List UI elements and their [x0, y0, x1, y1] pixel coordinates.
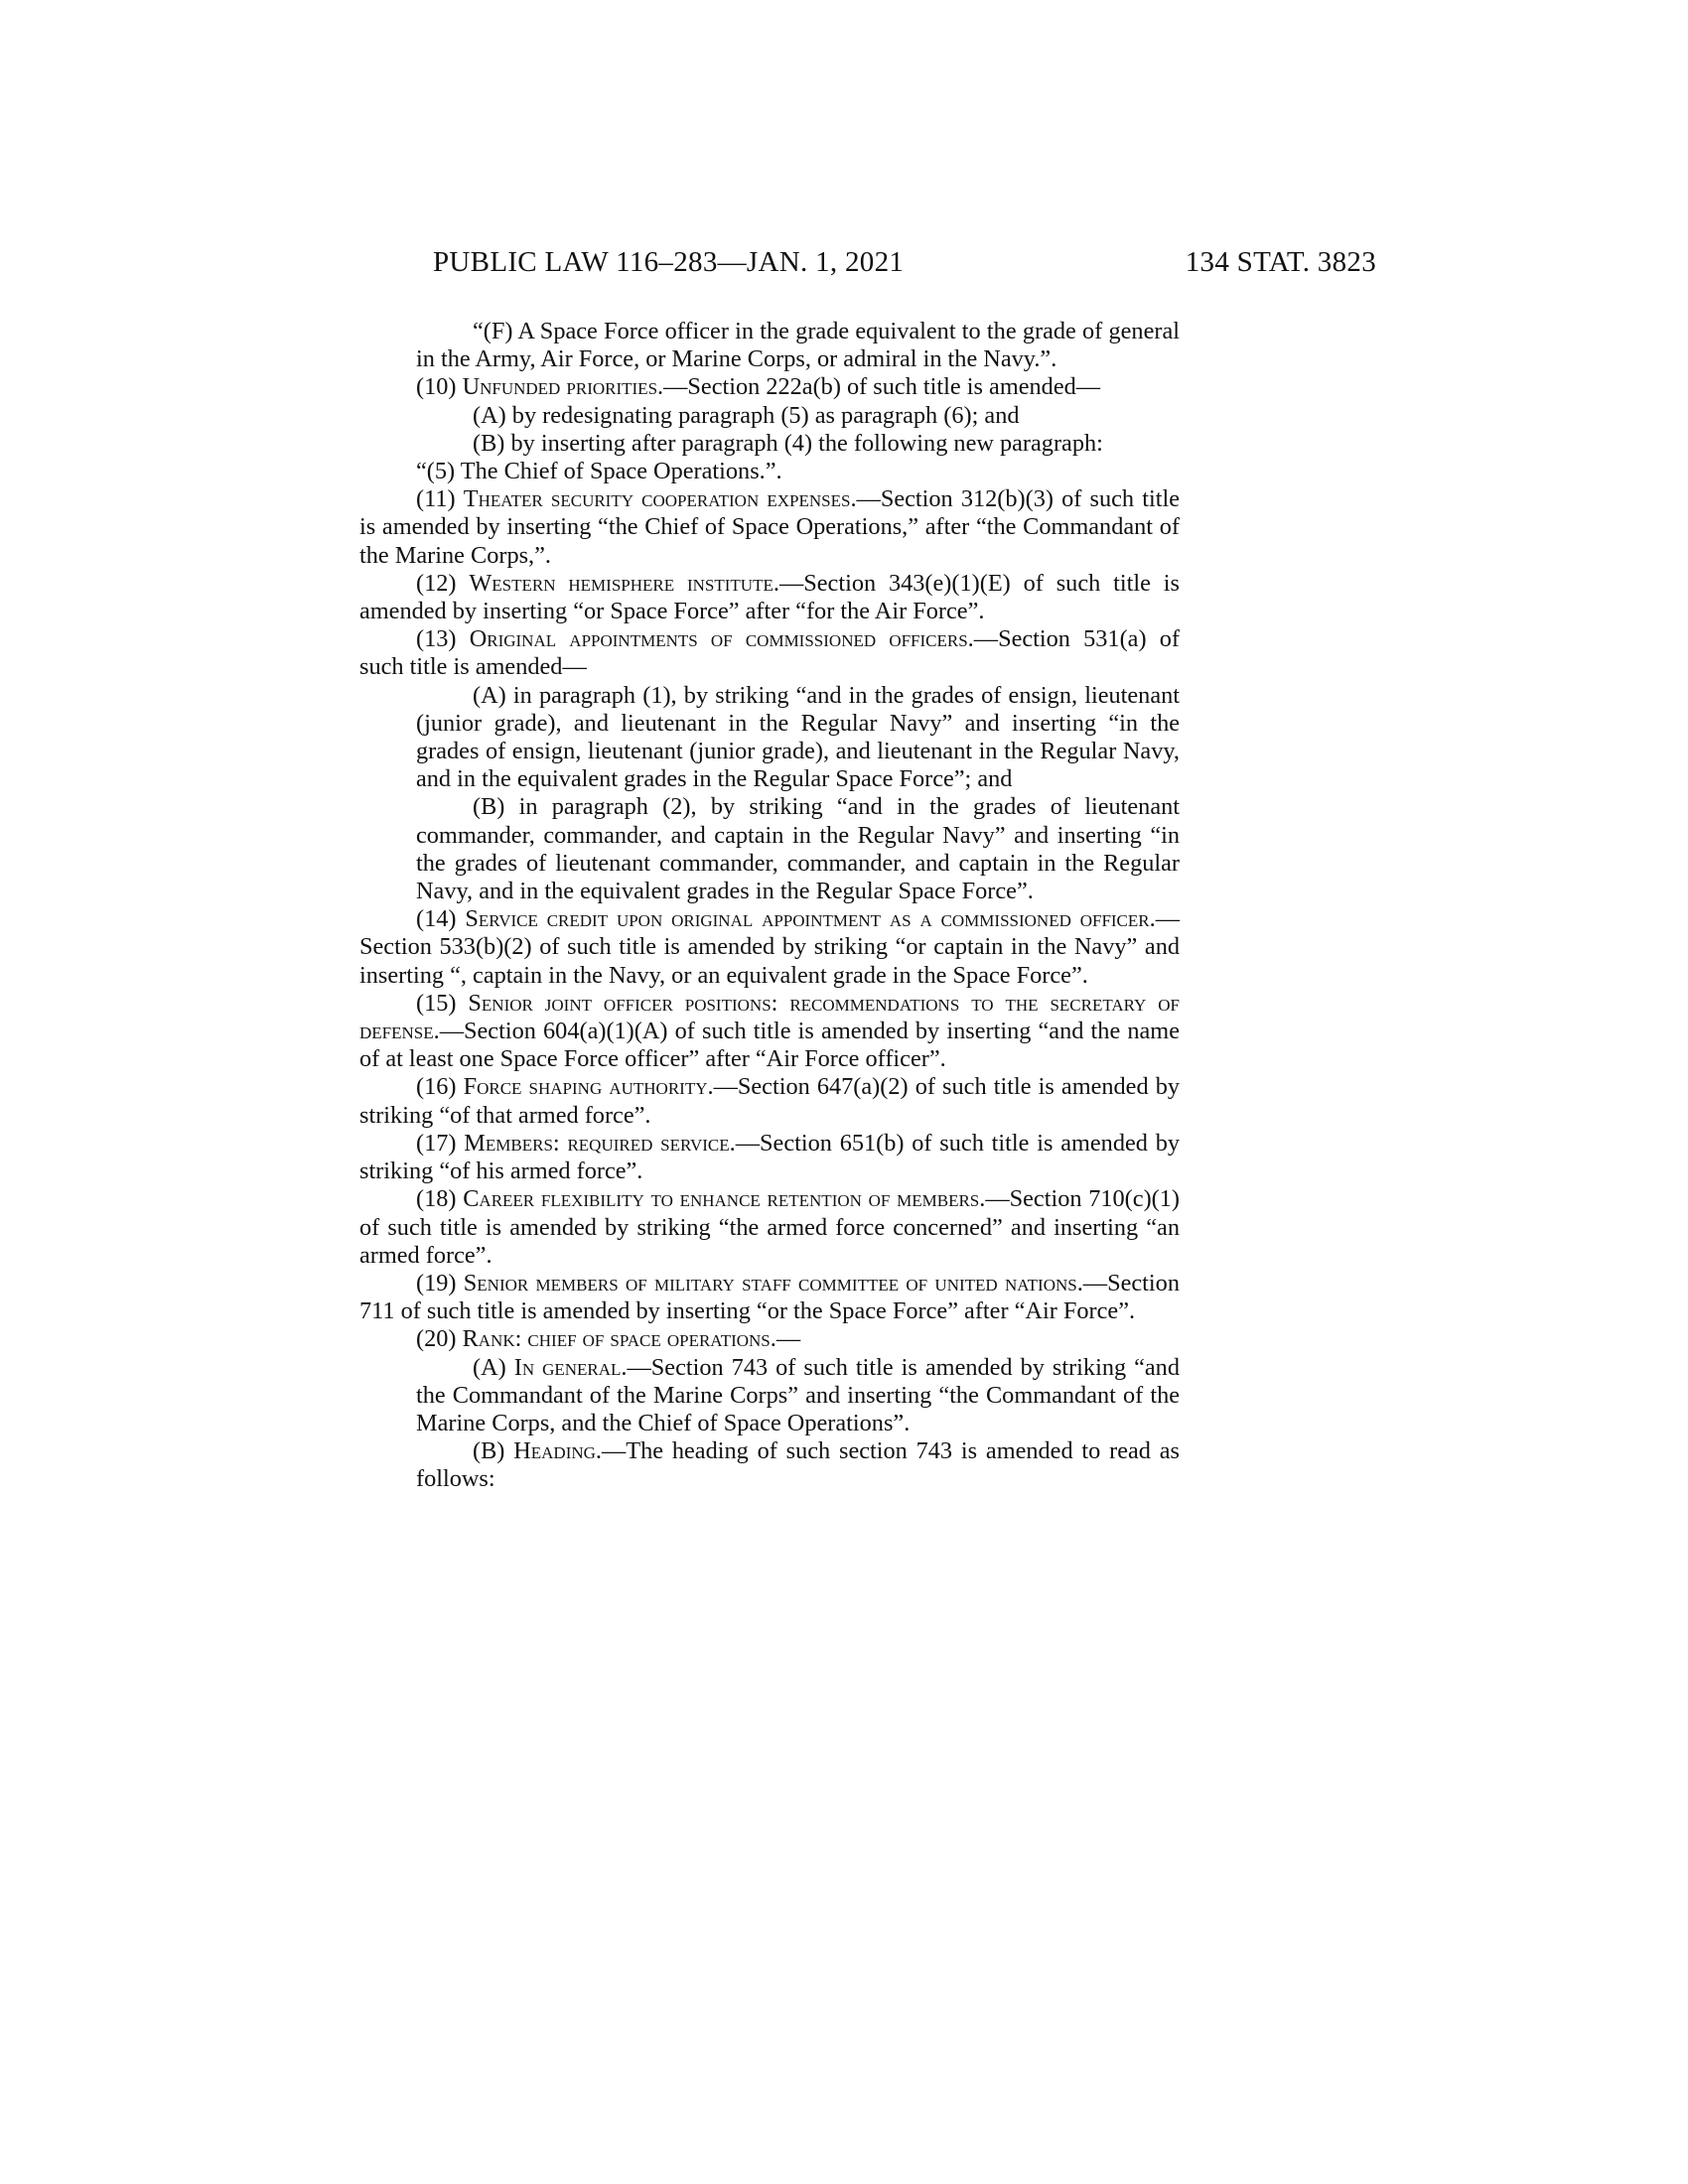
paragraph-13-b: (B) in paragraph (2), by striking “and in the grades of lieutenant commander, commander, and captain in the Regular Navy” and inserting “in the grades of lieutenant commander, commander, and captain in the Regular Navy, and in the equivalent grades in the Regular Space Force”. — [416, 793, 1180, 905]
paragraph-13: (13) Original appointments of commissioned officers.—Section 531(a) of such title is amended— — [359, 625, 1180, 681]
paragraph-heading: Unfunded priorities. — [462, 373, 664, 401]
paragraph-heading: Force shaping authority. — [463, 1073, 714, 1101]
paragraph-17: (17) Members: required service.—Section 651(b) of such title is amended by striking “of his armed force”. — [359, 1129, 1180, 1185]
paragraph-20: (20) Rank: chief of space operations.— — [416, 1325, 801, 1353]
paragraph-10-b: (B) by inserting after paragraph (4) the following new paragraph: — [473, 429, 1103, 457]
paragraph-15: (15) Senior joint officer positions: recommendations to the secretary of defense.—Section 604(a)(1)(A) of such title is amended by inserting “and the name of at least one Space Force officer” after “Air Force officer”. — [359, 989, 1180, 1073]
statute-page-number: 134 STAT. 3823 — [1185, 246, 1376, 278]
running-header — [433, 246, 1376, 286]
paragraph-heading: Rank: chief of space operations. — [462, 1325, 776, 1353]
paragraph-heading: Service credit upon original appointment as a commissioned officer. — [465, 905, 1156, 933]
paragraph-20-b: (B) Heading.—The heading of such section 743 is amended to read as follows: — [416, 1437, 1180, 1493]
paragraph-9f-quote: “(F) A Space Force officer in the grade equivalent to the grade of general in the Army, Air Force, or Marine Corps, or admiral in the Navy.”. — [416, 318, 1180, 373]
public-law-title: PUBLIC LAW 116–283—JAN. 1, 2021 — [433, 246, 905, 278]
paragraph-13-a: (A) in paragraph (1), by striking “and in the grades of ensign, lieutenant (junior grade), and lieutenant in the Regular Navy” and inserting “in the grades of ensign, lieutenant (junior grade), and lieutenant in the Regular Navy, and in the equivalent grades in the Regular Space Force”; and — [416, 681, 1180, 793]
paragraph-heading: Western hemisphere institute. — [469, 569, 779, 597]
paragraph-heading: Heading. — [513, 1437, 602, 1465]
paragraph-heading: Senior members of military staff committee of united nations. — [463, 1269, 1083, 1297]
paragraph-10-a: (A) by redesignating paragraph (5) as paragraph (6); and — [473, 401, 1020, 429]
document-body — [359, 318, 1180, 1494]
paragraph-19: (19) Senior members of military staff committee of united nations.—Section 711 of such title is amended by inserting “or the Space Force” after “Air Force”. — [359, 1269, 1180, 1325]
paragraph-10-quote: “(5) The Chief of Space Operations.”. — [416, 458, 782, 485]
paragraph-20-a: (A) In general.—Section 743 of such title is amended by striking “and the Commandant of the Marine Corps” and inserting “the Commandant of the Marine Corps, and the Chief of Space Operations”. — [416, 1353, 1180, 1436]
paragraph-18: (18) Career flexibility to enhance retention of members.—Section 710(c)(1) of such title is amended by striking “the armed force concerned” and inserting “an armed force”. — [359, 1185, 1180, 1269]
paragraph-11: (11) Theater security cooperation expenses.—Section 312(b)(3) of such title is amended by inserting “the Chief of Space Operations,” after “the Commandant of the Marine Corps,”. — [359, 485, 1180, 569]
paragraph-heading: In general. — [513, 1353, 628, 1381]
paragraph-heading: Theater security cooperation expenses. — [463, 485, 857, 513]
paragraph-14: (14) Service credit upon original appointment as a commissioned officer.—Section 533(b)(2) of such title is amended by striking “or captain in the Navy” and inserting “, captain in the Navy, or an equivalent grade in the Space Force”. — [359, 905, 1180, 989]
paragraph-16: (16) Force shaping authority.—Section 647(a)(2) of such title is amended by striking “of that armed force”. — [359, 1073, 1181, 1129]
paragraph-heading: Original appointments of commissioned officers. — [469, 625, 974, 653]
paragraph-10: (10) Unfunded priorities.—Section 222a(b) of such title is amended— — [416, 373, 1101, 401]
paragraph-heading: Career flexibility to enhance retention of members. — [463, 1185, 986, 1213]
paragraph-12: (12) Western hemisphere institute.—Section 343(e)(1)(E) of such title is amended by inserting “or Space Force” after “for the Air Force”. — [359, 569, 1180, 625]
paragraph-heading: Members: required service. — [464, 1129, 736, 1157]
paragraph-heading: Senior joint officer positions: recommendations to the secretary of defense. — [359, 989, 1180, 1045]
